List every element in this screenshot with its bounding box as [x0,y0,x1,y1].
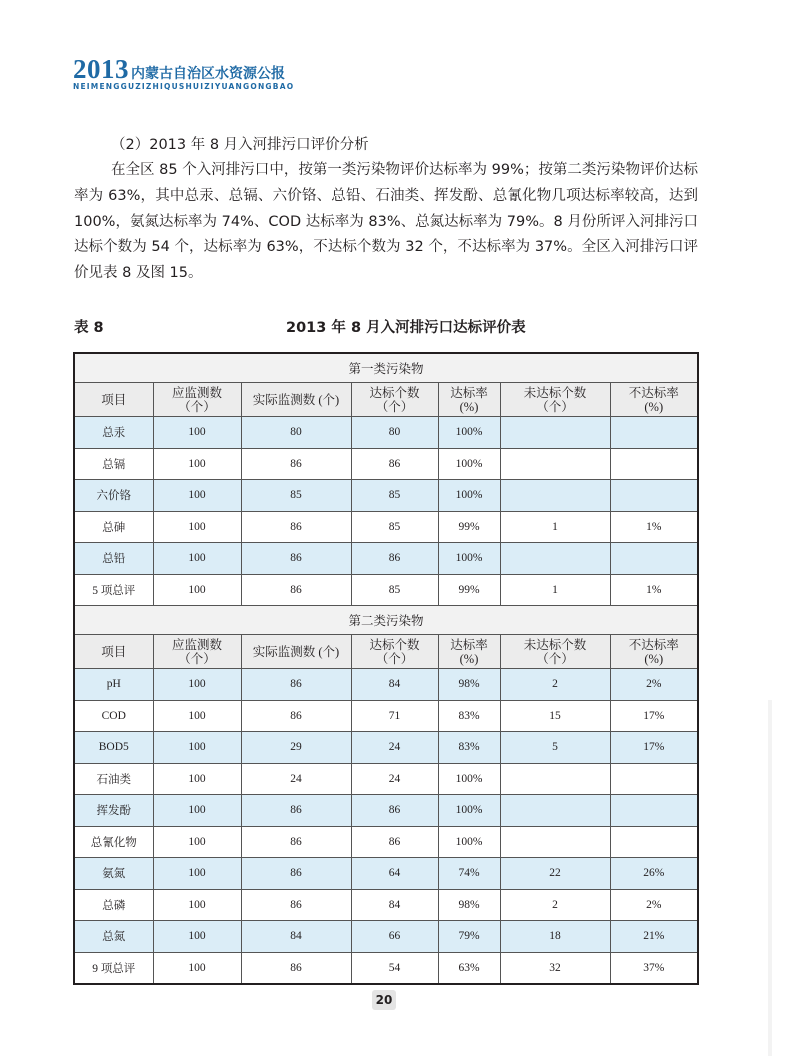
table-cell: 21% [610,921,698,953]
table-cell: 99% [438,511,500,543]
table-cell [610,543,698,575]
table-row [74,826,698,858]
table-cell [610,448,698,480]
column-header [153,383,241,417]
table-cell: 85 [241,480,351,512]
table-cell: 85 [351,480,438,512]
table-cell: 100 [153,858,241,890]
header-title: 内蒙古自治区水资源公报 [131,66,285,82]
table-cell: 86 [241,826,351,858]
table-cell: 86 [241,543,351,575]
table-cell: 84 [351,669,438,701]
table-cell: 100% [438,480,500,512]
table-cell: 100 [153,732,241,764]
table-cell: 1 [500,574,610,606]
table-cell: 84 [241,921,351,953]
row-label: 总镉 [74,448,153,480]
column-header [438,635,500,669]
table-cell: 26% [610,858,698,890]
column-header-row [74,383,698,417]
table-cell [610,417,698,449]
table-cell: 1% [610,511,698,543]
table-cell: 2% [610,669,698,701]
table-cell: 86 [241,574,351,606]
table-cell: 5 [500,732,610,764]
table-cell: 100 [153,826,241,858]
table-title: 2013 年 8 月入河排污口达标评价表 [286,320,526,336]
table-cell [500,795,610,827]
column-header-text: 达标率 [450,385,488,400]
table-row [74,763,698,795]
table-cell: 86 [351,795,438,827]
table-cell: 2 [500,889,610,921]
table-row [74,732,698,764]
table-cell [500,448,610,480]
table-cell: 100% [438,543,500,575]
header-year: 2013 [73,54,129,84]
column-header-text: 不达标率 [628,637,679,652]
column-header-text: 未达标个数 [523,385,587,400]
row-label: 氨氮 [74,858,153,890]
column-header-text: 实际监测数 (个) [252,644,340,659]
table-cell: 54 [351,952,438,984]
table-row [74,448,698,480]
row-label: pH [74,669,153,701]
table-cell: 37% [610,952,698,984]
section-header-row-1 [74,353,698,383]
page-number: 20 [372,990,396,1010]
table-number: 表 8 [74,320,104,336]
table-cell: 100% [438,795,500,827]
table-cell: 100 [153,511,241,543]
column-header [153,635,241,669]
table-row [74,889,698,921]
row-label: BOD5 [74,732,153,764]
column-header-text: 应监测数 [171,637,222,652]
table-cell: 86 [241,858,351,890]
table-row [74,480,698,512]
table-cell: 100 [153,669,241,701]
table-cell: 100 [153,700,241,732]
table-cell: 86 [241,511,351,543]
column-header [500,383,610,417]
table-cell [500,826,610,858]
table-cell: 1% [610,574,698,606]
table-cell: 24 [241,763,351,795]
evaluation-table [73,352,699,985]
column-header-text: 实际监测数 (个) [252,392,340,407]
table-cell: 18 [500,921,610,953]
column-header [351,383,438,417]
table-cell: 79% [438,921,500,953]
table-cell: 24 [351,763,438,795]
table-cell: 1 [500,511,610,543]
table-cell: 100 [153,543,241,575]
row-label: 挥发酚 [74,795,153,827]
row-label: COD [74,700,153,732]
table-cell: 98% [438,669,500,701]
table-cell: 84 [351,889,438,921]
table-cell: 86 [351,543,438,575]
column-header-text: （个） [375,399,414,414]
table-cell: 2 [500,669,610,701]
table-cell: 86 [241,952,351,984]
table-cell [500,480,610,512]
table-cell [610,795,698,827]
table-cell: 2% [610,889,698,921]
table-cell: 80 [351,417,438,449]
table-cell: 32 [500,952,610,984]
column-header-row [74,635,698,669]
column-header-text: 达标个数 [369,637,420,652]
table-cell: 83% [438,700,500,732]
table-cell: 83% [438,732,500,764]
table-cell: 100 [153,795,241,827]
column-header-text: （个） [536,399,574,414]
table-cell: 100 [153,889,241,921]
row-label: 石油类 [74,763,153,795]
table-cell: 24 [351,732,438,764]
section-title: （2）2013 年 8 月入河排污口评价分析 [111,137,369,153]
table-row [74,921,698,953]
column-header-text: （个） [178,651,216,666]
table-row [74,858,698,890]
column-header-text: 项目 [101,644,127,659]
table-cell [500,543,610,575]
table-row [74,952,698,984]
section-paragraph [74,158,698,287]
table-cell: 17% [610,700,698,732]
table-cell [610,763,698,795]
table-cell: 100 [153,417,241,449]
table-cell: 17% [610,732,698,764]
column-header-text: 应监测数 [171,385,222,400]
table-cell: 100% [438,763,500,795]
row-label: 总砷 [74,511,153,543]
table-cell: 85 [351,574,438,606]
column-header [500,635,610,669]
column-header-text: (%) [459,399,479,414]
row-label: 总铅 [74,543,153,575]
table-cell: 66 [351,921,438,953]
table-cell: 100 [153,480,241,512]
table-cell: 100 [153,763,241,795]
column-header-text: （个） [178,399,216,414]
table-cell: 99% [438,574,500,606]
table-cell: 29 [241,732,351,764]
column-header [241,383,351,417]
table-row [74,543,698,575]
table-row [74,511,698,543]
table-row [74,417,698,449]
table-cell: 100 [153,574,241,606]
table-cell: 63% [438,952,500,984]
column-header-text: 达标个数 [369,385,420,400]
table-row [74,795,698,827]
table-cell: 86 [241,700,351,732]
column-header [74,383,153,417]
column-header [351,635,438,669]
column-header [74,635,153,669]
table-cell: 100% [438,417,500,449]
table-cell: 85 [351,511,438,543]
publication-header [73,54,285,85]
column-header-text: 达标率 [450,637,488,652]
table-cell [610,480,698,512]
column-header-text: 不达标率 [628,385,679,400]
row-label: 5 项总评 [74,574,153,606]
section-header-cell: 第二类污染物 [74,606,698,635]
column-header-text: 未达标个数 [523,637,587,652]
table-cell: 86 [241,448,351,480]
column-header-text: 项目 [101,392,127,407]
table-cell [500,763,610,795]
table-cell: 86 [241,669,351,701]
paragraph-text: 在全区 85 个入河排污口中，按第一类污染物评价达标率为 99%；按第二类污染物评价达标率为 63%，其中总汞、总镉、六价铬、总铅、石油类、挥发酚、总氰化物几项达标率较高，达到 100%，氨氮达标率为 74%、COD 达标率为 83%、总氮达标率为 79%。8 月份所评入河排污口达标个数为 54 个，达标率为 63%，不达标个数为 32 个，不达标率为 37%。全区入河排污口评价见表 8 及图 15。 [74,162,698,282]
table-cell: 22 [500,858,610,890]
row-label: 总氮 [74,921,153,953]
row-label: 总磷 [74,889,153,921]
column-header-text: （个） [375,651,414,666]
table-cell: 100 [153,448,241,480]
table-cell: 15 [500,700,610,732]
table-cell: 98% [438,889,500,921]
table-cell [610,826,698,858]
table-cell: 86 [241,795,351,827]
column-header [241,635,351,669]
column-header [610,383,698,417]
row-label: 总氰化物 [74,826,153,858]
column-header-text: （个） [536,651,574,666]
table-row [74,574,698,606]
table-cell: 86 [351,826,438,858]
column-header [610,635,698,669]
table-cell: 64 [351,858,438,890]
table-cell: 80 [241,417,351,449]
row-label: 9 项总评 [74,952,153,984]
section-header-row-2 [74,606,698,635]
header-subtitle: NEIMENGGUZIZHIQUSHUIZIYUANGONGBAO [73,82,295,91]
table-cell: 86 [241,889,351,921]
table-row [74,700,698,732]
table-cell: 100 [153,952,241,984]
column-header-text: (%) [644,651,664,666]
row-label: 总汞 [74,417,153,449]
table-cell: 86 [351,448,438,480]
table-cell: 71 [351,700,438,732]
table-cell [500,417,610,449]
table-cell: 74% [438,858,500,890]
column-header [438,383,500,417]
table-cell: 100% [438,826,500,858]
column-header-text: (%) [459,651,479,666]
table-cell: 100% [438,448,500,480]
row-label: 六价铬 [74,480,153,512]
column-header-text: (%) [644,399,664,414]
section-header-cell: 第一类污染物 [74,353,698,383]
table-row [74,669,698,701]
table-cell: 100 [153,921,241,953]
page-edge-shade [768,700,772,1056]
